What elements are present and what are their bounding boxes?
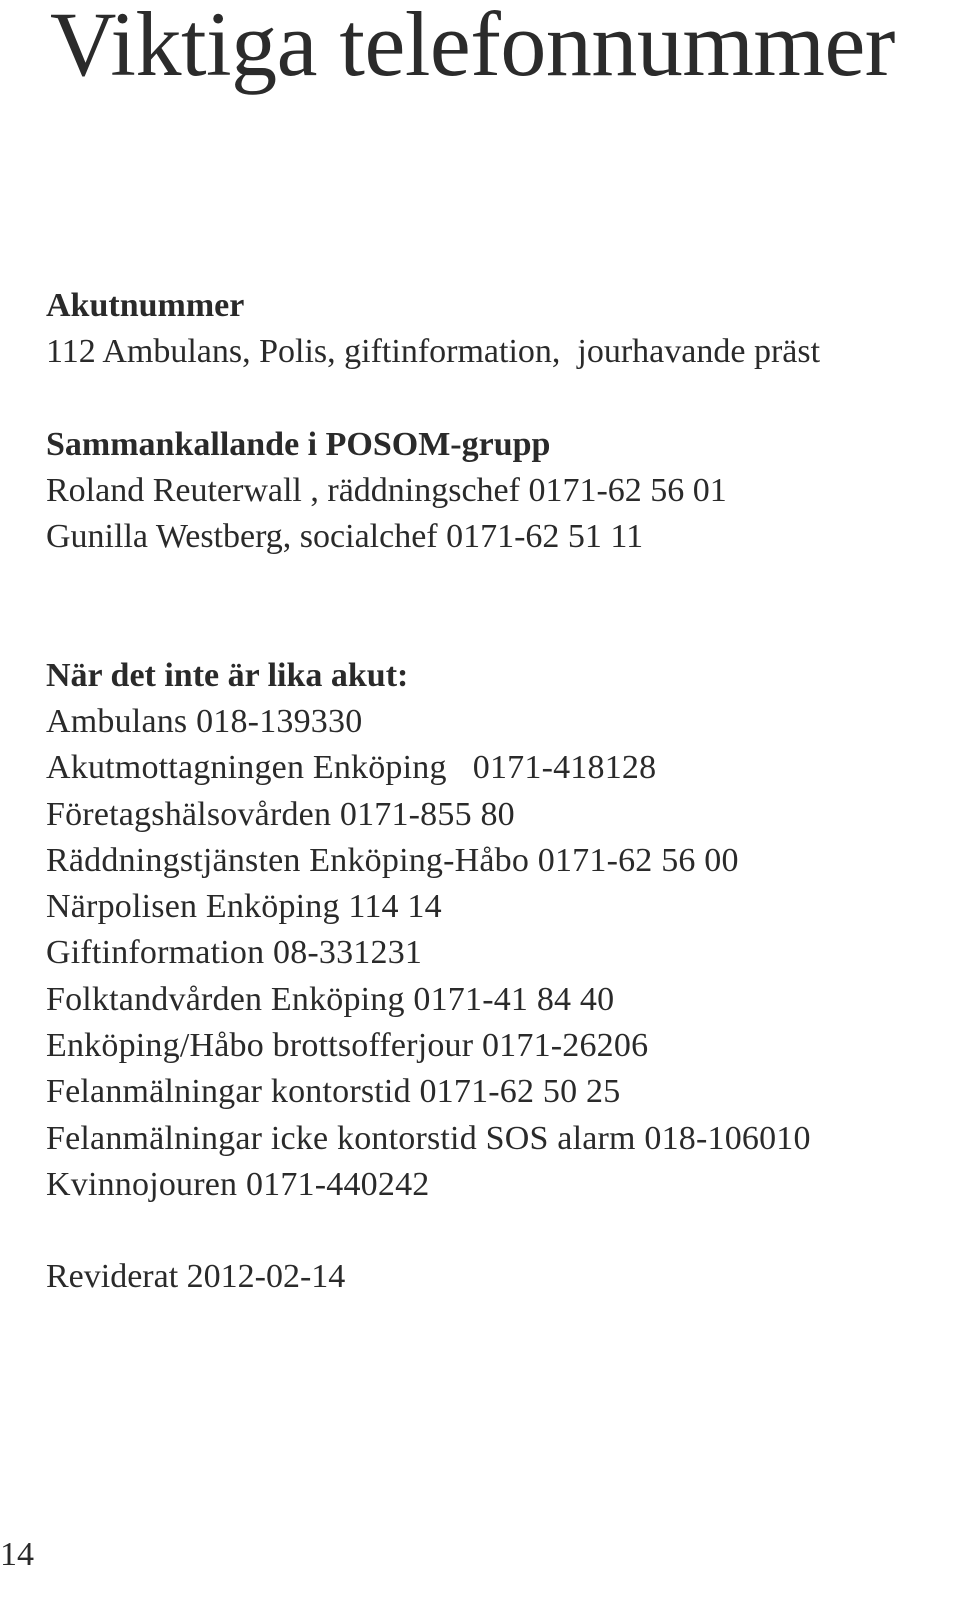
phone-line: Roland Reuterwall , räddningschef 0171-62 56 01 <box>46 472 727 509</box>
phone-line: Kvinnojouren 0171-440242 <box>46 1165 430 1203</box>
page-title: Viktiga telefonnummer <box>50 0 895 95</box>
section-posom-grupp <box>46 422 946 560</box>
phone-line: 112 Ambulans, Polis, giftinformation, jourhavande präst <box>46 333 821 370</box>
page-number: 14 <box>0 1536 34 1573</box>
phone-line: Akutmottagningen Enköping 0171-418128 <box>46 749 657 787</box>
phone-line: Folktandvården Enköping 0171-41 84 40 <box>46 980 615 1018</box>
section-heading: Sammankallande i POSOM-grupp <box>46 426 551 463</box>
section-heading: När det inte är lika akut: <box>46 657 409 694</box>
phone-line: Räddningstjänsten Enköping-Håbo 0171-62 56 00 <box>46 841 739 879</box>
phone-line: Felanmälningar kontorstid 0171-62 50 25 <box>46 1073 621 1111</box>
phone-line: Gunilla Westberg, socialchef 0171-62 51 11 <box>46 518 644 555</box>
section-akutnummer <box>46 283 946 375</box>
phone-line: Giftinformation 08-331231 <box>46 934 423 972</box>
phone-line: Enköping/Håbo brottsofferjour 0171-26206 <box>46 1027 649 1065</box>
section-heading: Akutnummer <box>46 287 245 324</box>
phone-line: Företagshälsovården 0171-855 80 <box>46 795 515 833</box>
phone-line: Felanmälningar icke kontorstid SOS alarm 018-106010 <box>46 1119 811 1157</box>
section-inte-lika-akut <box>46 653 946 1208</box>
phone-line: Ambulans 018-139330 <box>46 703 363 740</box>
revised-date: Reviderat 2012-02-14 <box>46 1258 346 1295</box>
phone-line: Närpolisen Enköping 114 14 <box>46 888 442 926</box>
